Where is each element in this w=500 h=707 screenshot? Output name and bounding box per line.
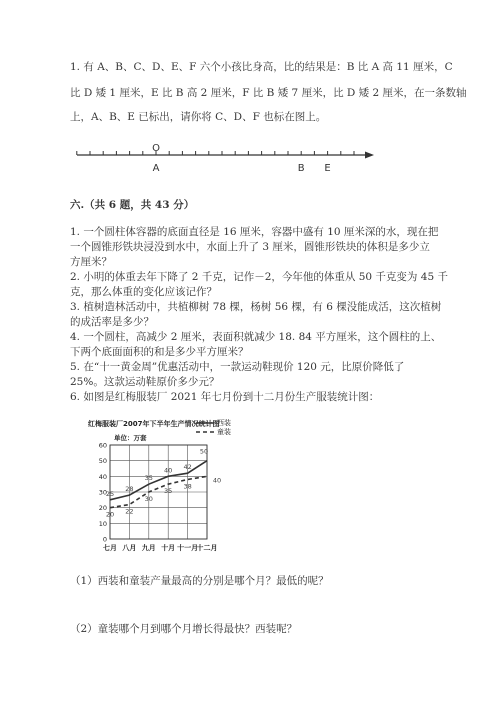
x-tick-label: 八月 (122, 544, 137, 552)
problem-line: 方厘米？ (70, 256, 112, 268)
number-line (70, 138, 380, 180)
problem-line: 4. 一个圆柱，高减少 2 厘米，表面积就减少 18. 84 平方厘米，这个圆柱的上、 (70, 331, 442, 343)
data-label: 40 (212, 476, 222, 485)
q1-line-1: 1. 有 A、B、C、D、E、F 六个小孩比身高，比的结果是：B 比 A 高 11 厘米，C (70, 61, 453, 73)
problem-line: 5. 在“十一黄金周”优惠活动中，一款运动鞋现价 120 元，比原价降低了 (70, 361, 405, 373)
subquestion-2: （2）童装哪个月到哪个月增长得最快？西装呢？ (70, 623, 298, 635)
problem-line: 25%。这款运动鞋原价多少元？ (70, 376, 220, 388)
data-label: 35 (144, 474, 153, 483)
subquestion-1: （1）西装和童装产量最高的分别是哪个月？最低的呢？ (70, 575, 329, 587)
data-label: 25 (105, 489, 115, 498)
y-tick-label: 10 (98, 519, 107, 528)
data-label: 42 (183, 463, 192, 472)
q1-line-2: 比 D 矮 1 厘米，E 比 B 高 2 厘米，F 比 B 矮 7 厘米，比 D 矮 2 厘米，在一条数轴 (70, 87, 467, 99)
production-line-chart (76, 416, 246, 556)
data-label: 20 (105, 510, 115, 519)
q1-line-3: 上，A、B、E 已标出，请你将 C、D、F 也标在图上。 (70, 111, 327, 123)
problem-line: 6. 如图是红梅服装厂 2021 年七月份到十二月份生产服装统计图： (70, 391, 380, 403)
problem-line: 下两个底面面积的和是多少平方厘米？ (70, 346, 249, 358)
origin-label: O (152, 143, 160, 154)
legend-label: 童装 (217, 428, 231, 436)
x-tick-label: 十一月 (177, 544, 199, 552)
problem-line: 的成活率是多少？ (70, 316, 154, 328)
problem-line: 3. 植树造林活动中，共植柳树 78 棵，杨树 56 棵，有 6 棵没能成活，这次植树 (70, 301, 442, 313)
data-label: 38 (183, 482, 192, 491)
y-tick-label: 60 (98, 441, 107, 450)
series-line-suits (110, 461, 207, 500)
problem-line: 1. 一个圆柱体容器的底面直径是 16 厘米，容器中盛有 10 厘米深的水，现在把 (70, 226, 439, 238)
y-tick-label: 0 (102, 535, 107, 544)
chart-unit-label: 单位：万套 (114, 434, 147, 442)
data-label: 28 (125, 485, 134, 494)
data-label: 22 (125, 507, 134, 516)
data-label: 30 (144, 495, 153, 503)
x-tick-label: 十二月 (196, 544, 218, 552)
x-tick-label: 七月 (103, 544, 117, 552)
problem-line: 2. 小明的体重去年下降了 2 千克，记作－2，今年他的体重从 50 千克变为 45 千 (70, 271, 448, 283)
data-label: 50 (199, 447, 209, 456)
arrow-icon (365, 152, 374, 159)
chart-title: 红梅服装厂2007年下半年生产情况统计图 (88, 420, 220, 428)
y-tick-label: 30 (98, 488, 107, 497)
problem-line: 一个圆锥形铁块浸没到水中，水面上升了 3 厘米，圆锥形铁块的体积是多少立 (70, 241, 430, 253)
problem-line: 克，那么体重的变化应该记作？ (70, 286, 217, 298)
legend-label: 西装 (217, 419, 231, 427)
data-label: 35 (164, 487, 173, 496)
x-tick-label: 十月 (161, 544, 176, 552)
y-tick-label: 40 (98, 472, 107, 481)
y-tick-label: 20 (98, 504, 107, 513)
point-label-a: A (152, 163, 160, 174)
y-tick-label: 50 (98, 457, 107, 466)
point-label-b: B (297, 163, 305, 174)
point-label-e: E (324, 163, 331, 174)
x-tick-label: 九月 (141, 544, 156, 552)
data-label: 40 (164, 466, 173, 475)
section-title: 六.（共 6 题，共 43 分） (70, 199, 195, 211)
